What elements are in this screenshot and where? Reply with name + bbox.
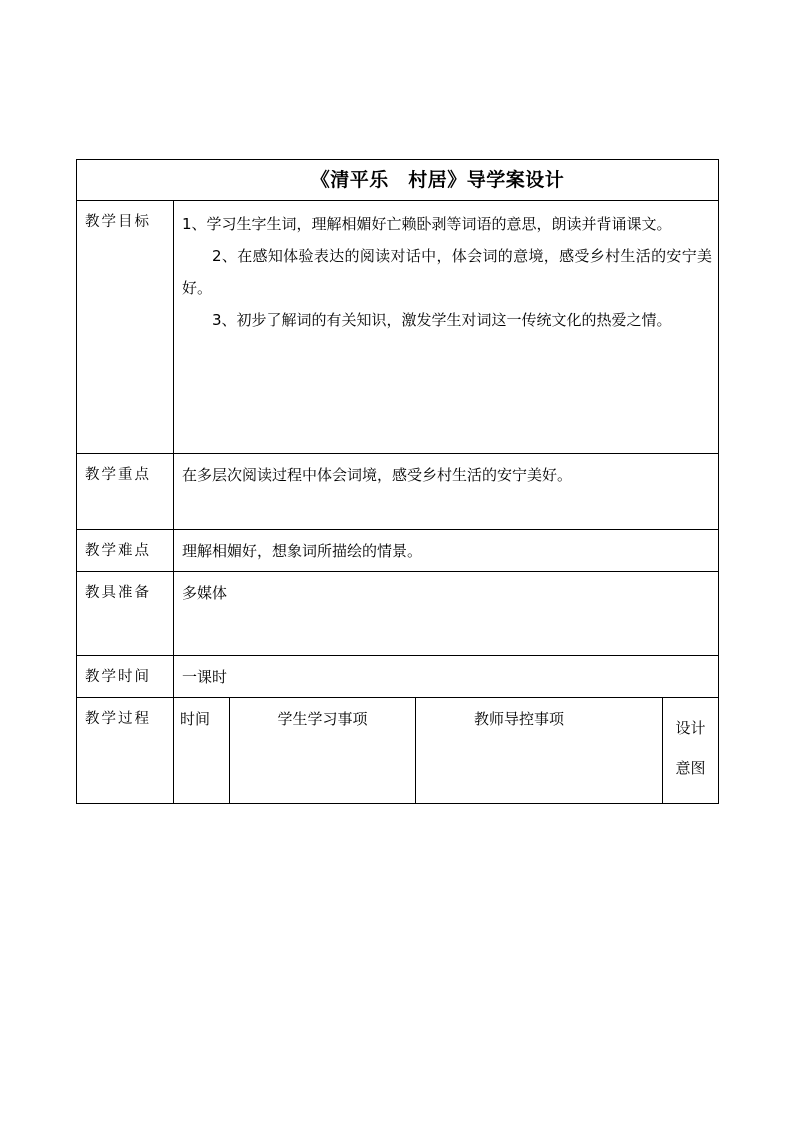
process-col-teacher-text: 教师导控事项	[473, 710, 564, 728]
design-line-2: 意图	[675, 759, 706, 777]
time-row	[77, 656, 719, 698]
goals-label: 教学目标	[77, 201, 174, 454]
title-cell	[77, 160, 719, 201]
goal-item-1: 1、学习生字生词，理解相媚好亡赖卧剥等词语的意思，朗读并背诵课文。	[182, 215, 672, 233]
focus-row	[77, 454, 719, 530]
difficulty-content: 理解相媚好，想象词所描绘的情景。	[174, 530, 719, 572]
lesson-plan-table	[76, 159, 719, 804]
goal-item-2: 2、在感知体验表达的阅读对话中，体会词的意境，感受乡村生活的安宁美好。	[182, 247, 713, 297]
focus-content: 在多层次阅读过程中体会词境，感受乡村生活的安宁美好。	[174, 454, 719, 530]
goals-row	[77, 201, 719, 454]
process-col-teacher	[416, 698, 663, 804]
process-col-student: 学生学习事项	[230, 698, 416, 804]
goals-content	[174, 201, 719, 454]
difficulty-row	[77, 530, 719, 572]
title-row	[77, 160, 719, 201]
design-line-1: 设计	[675, 719, 706, 737]
time-label: 教学时间	[77, 656, 174, 698]
process-row	[77, 698, 719, 804]
focus-label: 教学重点	[77, 454, 174, 530]
time-content: 一课时	[174, 656, 719, 698]
process-col-time: 时间	[174, 698, 230, 804]
tools-row	[77, 572, 719, 656]
tools-content: 多媒体	[174, 572, 719, 656]
page-title: 《清平乐 村居》导学案设计	[310, 169, 565, 191]
goal-item-3: 3、初步了解词的有关知识，激发学生对词这一传统文化的热爱之情。	[212, 311, 672, 329]
difficulty-label: 教学难点	[77, 530, 174, 572]
tools-label: 教具准备	[77, 572, 174, 656]
process-col-design	[663, 698, 719, 804]
process-label: 教学过程	[77, 698, 174, 804]
